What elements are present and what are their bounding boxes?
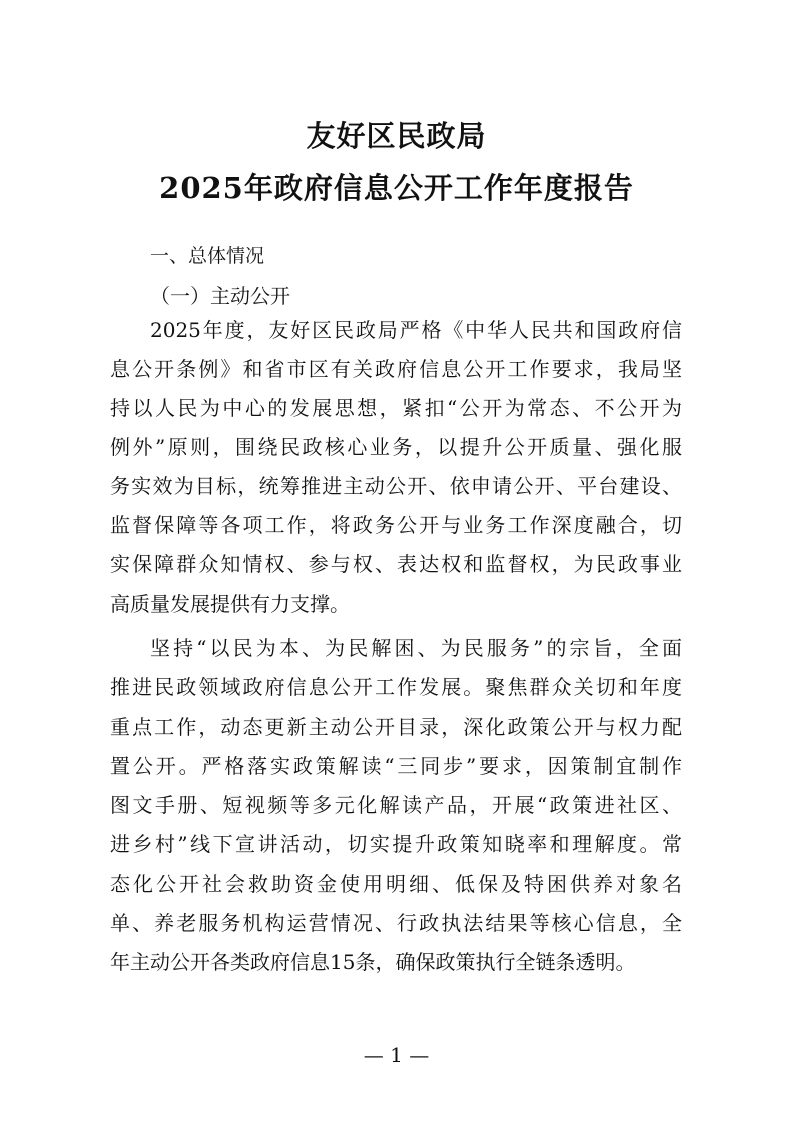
paragraph-line: 年主动公开各类政府信息15条，确保政策执行全链条透明。 (110, 950, 636, 974)
paragraph-line: 态化公开社会救助资金使用明细、低保及特困供养对象名 (110, 872, 682, 896)
paragraph-line: 图文手册、短视频等多元化解读产品，开展“政策进社区、 (110, 793, 682, 817)
paragraph-line: 置公开。严格落实政策解读“三同步”要求，因策制宜制作 (110, 754, 682, 778)
paragraph-line: 单、养老服务机构运营情况、行政执法结果等核心信息，全 (110, 911, 682, 935)
paragraph-line: 实保障群众知情权、参与权、表达权和监督权，为民政事业 (110, 552, 682, 576)
paragraph-line: 坚持“以民为本、为民解困、为民服务”的宗旨，全面 (150, 636, 682, 660)
paragraph-line: 高质量发展提供有力支撑。 (110, 592, 350, 616)
paragraph-line: 监督保障等各项工作，将政务公开与业务工作深度融合，切 (110, 513, 682, 537)
paragraph-line: 推进民政领域政府信息公开工作发展。聚焦群众关切和年度 (110, 675, 682, 699)
paragraph-line: 重点工作，动态更新主动公开目录，深化政策公开与权力配 (110, 715, 682, 739)
paragraph-line: 2025年度，友好区民政局严格《中华人民共和国政府信 (150, 318, 682, 342)
page-number: — 1 — (363, 1043, 430, 1067)
paragraph-line: 进乡村”线下宣讲活动，切实提升政策知晓率和理解度。常 (110, 832, 682, 856)
document-title-org: 友好区民政局 (306, 119, 487, 153)
subsection-heading: （一）主动公开 (150, 284, 290, 308)
document-title-report: 2025年政府信息公开工作年度报告 (159, 171, 634, 205)
paragraph-line: 务实效为目标，统筹推进主动公开、依申请公开、平台建设、 (110, 474, 682, 498)
paragraph-line: 息公开条例》和省市区有关政府信息公开工作要求，我局坚 (110, 357, 682, 381)
paragraph-line: 持以人民为中心的发展思想，紧扣“公开为常态、不公开为 (110, 396, 682, 420)
paragraph-line: 例外”原则，围绕民政核心业务，以提升公开质量、强化服 (110, 435, 682, 459)
section-heading: 一、总体情况 (150, 245, 265, 267)
